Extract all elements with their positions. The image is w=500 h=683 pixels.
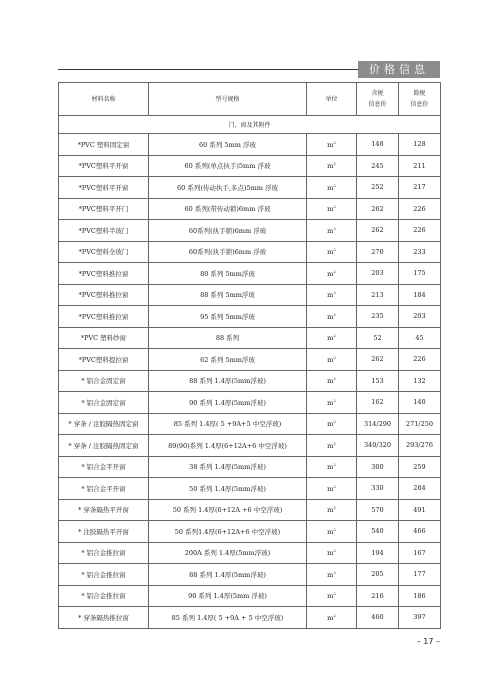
unit-superscript: 2	[333, 311, 336, 317]
unit-text: m	[327, 592, 334, 601]
price-with-tax-cell: 213	[357, 284, 399, 306]
material-name-cell: * 铝合金固定窗	[59, 392, 149, 414]
price-without-tax-cell: 184	[399, 284, 441, 306]
price-without-tax-cell: 132	[399, 370, 441, 392]
material-name-cell: * 穿条隔热平开窗	[59, 499, 149, 521]
unit-text: m	[327, 441, 334, 450]
unit-text: m	[327, 205, 334, 214]
spec-cell: 89(90)系列 1.4厚(6+12A+6 中空浮玻)	[149, 435, 307, 457]
header-price-without-tax	[399, 83, 441, 116]
price-with-tax-cell: 162	[357, 392, 399, 414]
table-row	[59, 263, 441, 285]
spec-cell: 95 系列 5mm浮玻	[149, 306, 307, 328]
price-with-tax-cell: 330	[357, 478, 399, 500]
table-row	[59, 564, 441, 586]
spec-cell: 60 系列(传动执手,多点)5mm 浮玻	[149, 177, 307, 199]
unit-superscript: 2	[333, 419, 336, 425]
price-without-tax-cell: 211	[399, 155, 441, 177]
price-with-tax-cell: 216	[357, 585, 399, 607]
price-with-tax-cell: 203	[357, 263, 399, 285]
spec-cell: 88 系列 5mm浮玻	[149, 284, 307, 306]
spec-cell: 50 系列 1.4厚(5mm浮玻)	[149, 478, 307, 500]
unit-text: m	[327, 570, 334, 579]
unit-text: m	[327, 140, 334, 149]
price-without-tax-cell: 217	[399, 177, 441, 199]
unit-superscript: 2	[333, 182, 336, 188]
spec-cell: 88 系列	[149, 327, 307, 349]
unit-superscript: 2	[333, 612, 336, 618]
unit-superscript: 2	[333, 591, 336, 597]
unit-cell	[307, 521, 357, 543]
spec-cell: 62 系列 5mm浮玻	[149, 349, 307, 371]
table-row	[59, 542, 441, 564]
material-name-cell: *PVC塑料平开窗	[59, 155, 149, 177]
unit-text: m	[327, 183, 334, 192]
price-without-tax-cell: 284	[399, 478, 441, 500]
unit-cell	[307, 284, 357, 306]
unit-superscript: 2	[333, 268, 336, 274]
material-name-cell: *PVC塑料推拉窗	[59, 263, 149, 285]
table-row	[59, 241, 441, 263]
table-body	[59, 116, 441, 629]
material-name-cell: * 铝合金推拉窗	[59, 564, 149, 586]
price-without-tax-cell: 271/250	[399, 413, 441, 435]
page-number: – 17 –	[416, 637, 440, 646]
table-row	[59, 478, 441, 500]
header-price-with-tax-line2: 信息价	[368, 101, 387, 108]
table-row	[59, 585, 441, 607]
section-tag: 价格信息	[358, 61, 440, 78]
unit-cell	[307, 392, 357, 414]
header-spec: 型号规格	[149, 83, 307, 116]
material-name-cell: *PVC塑料推拉窗	[59, 306, 149, 328]
price-with-tax-cell: 340/320	[357, 435, 399, 457]
table-row	[59, 413, 441, 435]
unit-cell	[307, 177, 357, 199]
table-row	[59, 607, 441, 629]
price-without-tax-cell: 226	[399, 220, 441, 242]
unit-cell	[307, 564, 357, 586]
price-without-tax-cell: 226	[399, 349, 441, 371]
unit-text: m	[327, 248, 334, 257]
unit-superscript: 2	[333, 247, 336, 253]
material-name-cell: *PVC塑料推拉窗	[59, 284, 149, 306]
unit-superscript: 2	[333, 397, 336, 403]
unit-cell	[307, 585, 357, 607]
table-row	[59, 392, 441, 414]
material-name-cell: * 穿条隔热推拉窗	[59, 607, 149, 629]
unit-superscript: 2	[333, 354, 336, 360]
material-name-cell: * 铝合金推拉窗	[59, 542, 149, 564]
price-without-tax-cell: 203	[399, 306, 441, 328]
price-with-tax-cell: 205	[357, 564, 399, 586]
unit-cell	[307, 499, 357, 521]
price-with-tax-cell: 153	[357, 370, 399, 392]
unit-text: m	[327, 613, 334, 622]
material-name-cell: * 铝合金平开窗	[59, 456, 149, 478]
table-row	[59, 177, 441, 199]
table-row	[59, 499, 441, 521]
spec-cell: 90 系列 1.4厚(5mm浮玻)	[149, 392, 307, 414]
price-with-tax-cell: 262	[357, 220, 399, 242]
price-without-tax-cell: 397	[399, 607, 441, 629]
price-with-tax-cell: 148	[357, 134, 399, 156]
spec-cell: 50 系列 1.4厚(6+12A +6 中空浮玻)	[149, 499, 307, 521]
unit-text: m	[327, 463, 334, 472]
spec-cell: 50 系列1.4厚(6+12A+6 中空浮玻)	[149, 521, 307, 543]
spec-cell: 38 系列 1.4厚(5mm浮玻)	[149, 456, 307, 478]
unit-text: m	[327, 484, 334, 493]
unit-text: m	[327, 506, 334, 515]
spec-cell: 88 系列 1.4厚(5mm浮玻)	[149, 370, 307, 392]
unit-cell	[307, 263, 357, 285]
header-price-with-tax	[357, 83, 399, 116]
unit-superscript: 2	[333, 440, 336, 446]
price-with-tax-cell: 252	[357, 177, 399, 199]
unit-superscript: 2	[333, 548, 336, 554]
category-row	[59, 116, 441, 134]
material-name-cell: * 穿条 / 注胶隔热固定窗	[59, 413, 149, 435]
material-name-cell: *PVC 塑料纱窗	[59, 327, 149, 349]
price-without-tax-cell: 293/276	[399, 435, 441, 457]
unit-superscript: 2	[333, 376, 336, 382]
price-without-tax-cell: 491	[399, 499, 441, 521]
price-with-tax-cell: 262	[357, 349, 399, 371]
material-name-cell: * 铝合金平开窗	[59, 478, 149, 500]
unit-cell	[307, 370, 357, 392]
unit-cell	[307, 198, 357, 220]
unit-text: m	[327, 334, 334, 343]
unit-superscript: 2	[333, 204, 336, 210]
price-without-tax-cell: 175	[399, 263, 441, 285]
price-without-tax-cell: 177	[399, 564, 441, 586]
unit-superscript: 2	[333, 290, 336, 296]
price-with-tax-cell: 300	[357, 456, 399, 478]
header-material-name: 材料名称	[59, 83, 149, 116]
unit-text: m	[327, 527, 334, 536]
unit-text: m	[327, 226, 334, 235]
price-with-tax-cell: 194	[357, 542, 399, 564]
material-name-cell: * 注胶隔热平开窗	[59, 521, 149, 543]
table-header-row	[59, 83, 441, 116]
unit-cell	[307, 413, 357, 435]
table-row	[59, 155, 441, 177]
price-with-tax-cell: 245	[357, 155, 399, 177]
material-name-cell: *PVC塑料半玻门	[59, 220, 149, 242]
table-row	[59, 306, 441, 328]
unit-text: m	[327, 312, 334, 321]
spec-cell: 80 系列 5mm浮玻	[149, 263, 307, 285]
price-without-tax-cell: 226	[399, 198, 441, 220]
unit-text: m	[327, 398, 334, 407]
price-without-tax-cell: 466	[399, 521, 441, 543]
material-name-cell: * 铝合金推拉窗	[59, 585, 149, 607]
unit-text: m	[327, 355, 334, 364]
material-name-cell: * 穿条 / 注胶隔热固定窗	[59, 435, 149, 457]
unit-cell	[307, 435, 357, 457]
header-unit: 单位	[307, 83, 357, 116]
spec-cell: 60 系列(带传动锁)6mm 浮玻	[149, 198, 307, 220]
unit-cell	[307, 607, 357, 629]
price-table	[58, 82, 441, 629]
material-name-cell: *PVC塑料全玻门	[59, 241, 149, 263]
unit-superscript: 2	[333, 161, 336, 167]
unit-text: m	[327, 162, 334, 171]
price-without-tax-cell: 128	[399, 134, 441, 156]
table-row	[59, 435, 441, 457]
table-row	[59, 134, 441, 156]
material-name-cell: *PVC塑料平开门	[59, 198, 149, 220]
material-name-cell: *PVC塑料平开窗	[59, 177, 149, 199]
unit-cell	[307, 542, 357, 564]
spec-cell: 60 系列(单点执手)5mm 浮玻	[149, 155, 307, 177]
table-row	[59, 349, 441, 371]
price-with-tax-cell: 540	[357, 521, 399, 543]
table-row	[59, 220, 441, 242]
unit-text: m	[327, 377, 334, 386]
table-row	[59, 284, 441, 306]
unit-text: m	[327, 269, 334, 278]
price-without-tax-cell: 140	[399, 392, 441, 414]
unit-cell	[307, 456, 357, 478]
table-row	[59, 327, 441, 349]
price-with-tax-cell: 262	[357, 198, 399, 220]
price-with-tax-cell: 235	[357, 306, 399, 328]
spec-cell: 200A 系列 1.4厚(5mm浮玻)	[149, 542, 307, 564]
header-price-without-tax-line2: 信息价	[410, 101, 429, 108]
price-with-tax-cell: 460	[357, 607, 399, 629]
price-with-tax-cell: 52	[357, 327, 399, 349]
unit-cell	[307, 241, 357, 263]
unit-superscript: 2	[333, 139, 336, 145]
price-without-tax-cell: 233	[399, 241, 441, 263]
unit-cell	[307, 220, 357, 242]
unit-text: m	[327, 420, 334, 429]
unit-cell	[307, 327, 357, 349]
price-without-tax-cell: 45	[399, 327, 441, 349]
spec-cell: 88 系列 1.4厚(5mm浮玻)	[149, 564, 307, 586]
unit-cell	[307, 349, 357, 371]
table-row	[59, 370, 441, 392]
header-rule	[58, 69, 358, 70]
material-name-cell: * 铝合金固定窗	[59, 370, 149, 392]
unit-superscript: 2	[333, 569, 336, 575]
spec-cell: 60系列(执手锁)6mm 浮玻	[149, 220, 307, 242]
spec-cell: 60系列(执手锁)6mm 浮玻	[149, 241, 307, 263]
unit-superscript: 2	[333, 333, 336, 339]
spec-cell: 85 系列 1.4厚( 5 +9A + 5 中空浮玻)	[149, 607, 307, 629]
unit-cell	[307, 478, 357, 500]
spec-cell: 60 系列 5mm 浮玻	[149, 134, 307, 156]
spec-cell: 90 系列 1.4厚(5mm 浮玻)	[149, 585, 307, 607]
table-row	[59, 456, 441, 478]
price-with-tax-cell: 570	[357, 499, 399, 521]
unit-superscript: 2	[333, 225, 336, 231]
unit-text: m	[327, 549, 334, 558]
price-without-tax-cell: 167	[399, 542, 441, 564]
unit-superscript: 2	[333, 462, 336, 468]
category-label: 门、窗及其附件	[59, 116, 441, 134]
price-with-tax-cell: 270	[357, 241, 399, 263]
material-name-cell: *PVC 塑料固定窗	[59, 134, 149, 156]
table-row	[59, 521, 441, 543]
material-name-cell: *PVC塑料提拉窗	[59, 349, 149, 371]
unit-cell	[307, 155, 357, 177]
table-row	[59, 198, 441, 220]
unit-superscript: 2	[333, 505, 336, 511]
price-with-tax-cell: 314/290	[357, 413, 399, 435]
header-price-without-tax-line1: 除税	[413, 90, 426, 97]
spec-cell: 85 系列 1.4厚( 5 +9A+5 中空浮玻)	[149, 413, 307, 435]
price-without-tax-cell: 186	[399, 585, 441, 607]
unit-superscript: 2	[333, 526, 336, 532]
unit-cell	[307, 134, 357, 156]
unit-superscript: 2	[333, 483, 336, 489]
unit-cell	[307, 306, 357, 328]
header-price-with-tax-line1: 含税	[371, 90, 384, 97]
price-without-tax-cell: 259	[399, 456, 441, 478]
unit-text: m	[327, 291, 334, 300]
